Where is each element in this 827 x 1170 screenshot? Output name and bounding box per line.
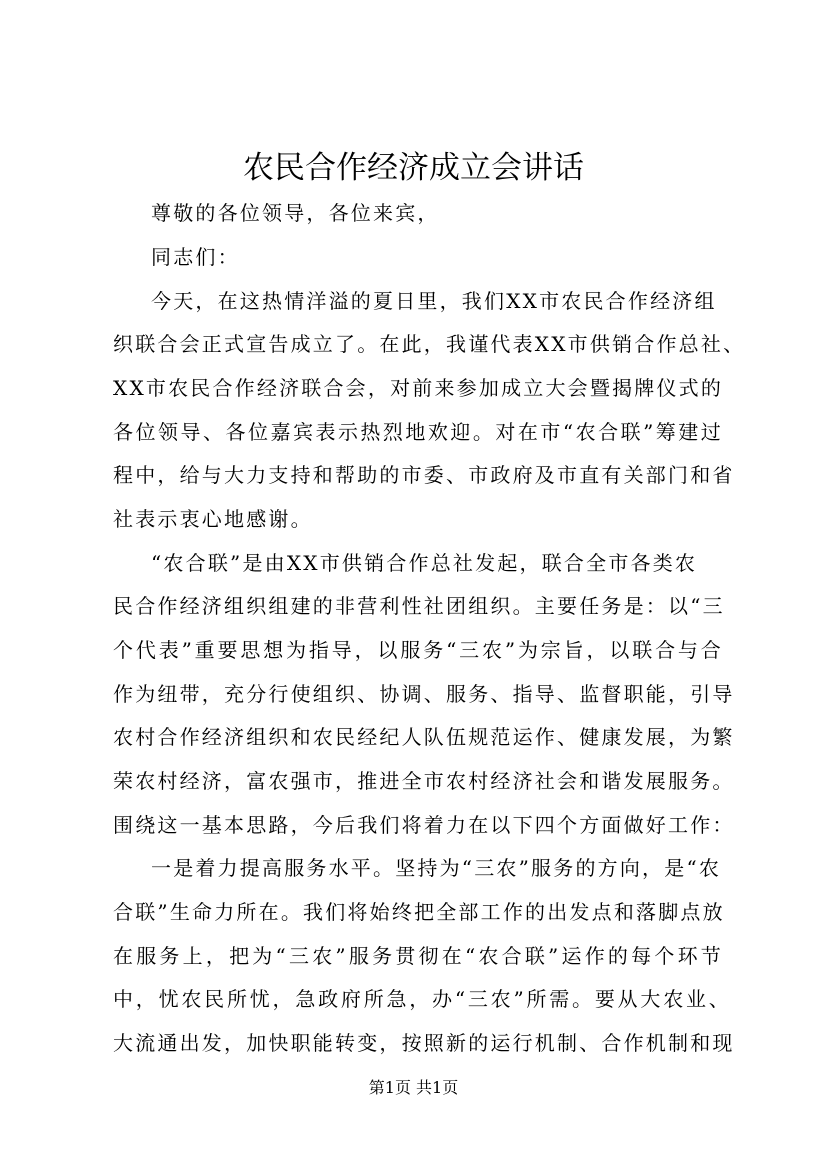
document-title: 农民合作经济成立会讲话 xyxy=(243,150,584,186)
paragraph-line: 个代表”重要思想为指导，以服务“三农”为宗旨，以联合与合 xyxy=(113,638,723,662)
paragraph-line: 各位领导、各位嘉宾表示热烈地欢迎。对在市“农合联”筹建过 xyxy=(113,420,723,444)
paragraph-line: 大流通出发，加快职能转变，按照新的运行机制、合作机制和现 xyxy=(113,1031,735,1055)
page-number: 第1页 共1页 xyxy=(368,1078,459,1097)
paragraph-line: “农合联”是由XX市供销合作总社发起，联合全市各类农 xyxy=(151,551,698,575)
paragraph-line: 一是着力提高服务水平。坚持为“三农”服务的方向，是“农 xyxy=(151,856,722,880)
paragraph-line: 在服务上，把为“三农”服务贯彻在“农合联”运作的每个环节 xyxy=(113,944,723,968)
paragraph-line: XX市农民合作经济联合会，对前来参加成立大会暨揭牌仪式的 xyxy=(113,376,724,400)
paragraph-line: 民合作经济组织组建的非营利性社团组织。主要任务是：以“三 xyxy=(113,594,725,618)
paragraph-line: 农村合作经济组织和农民经纪人队伍规范运作、健康发展，为繁 xyxy=(113,725,735,749)
paragraph-line: 社表示衷心地感谢。 xyxy=(113,507,313,531)
paragraph-line: 今天，在这热情洋溢的夏日里，我们XX市农民合作经济组 xyxy=(151,289,717,313)
salutation-line: 尊敬的各位领导，各位来宾， xyxy=(151,201,440,225)
paragraph-line: 围绕这一基本思路，今后我们将着力在以下四个方面做好工作： xyxy=(113,813,735,837)
paragraph-line: 中，忧农民所忧，急政府所急，办“三农”所需。要从大农业、 xyxy=(113,987,731,1011)
paragraph-line: 荣农村经济，富农强市，推进全市农村经济社会和谐发展服务。 xyxy=(113,769,735,793)
salutation-line: 同志们： xyxy=(151,245,240,269)
paragraph-line: 织联合会正式宣告成立了。在此，我谨代表XX市供销合作总社、 xyxy=(113,332,746,356)
paragraph-line: 作为纽带，充分行使组织、协调、服务、指导、监督职能，引导 xyxy=(113,682,735,706)
paragraph-line: 合联”生命力所在。我们将始终把全部工作的出发点和落脚点放 xyxy=(113,900,725,924)
paragraph-line: 程中，给与大力支持和帮助的市委、市政府及市直有关部门和省 xyxy=(113,463,735,487)
